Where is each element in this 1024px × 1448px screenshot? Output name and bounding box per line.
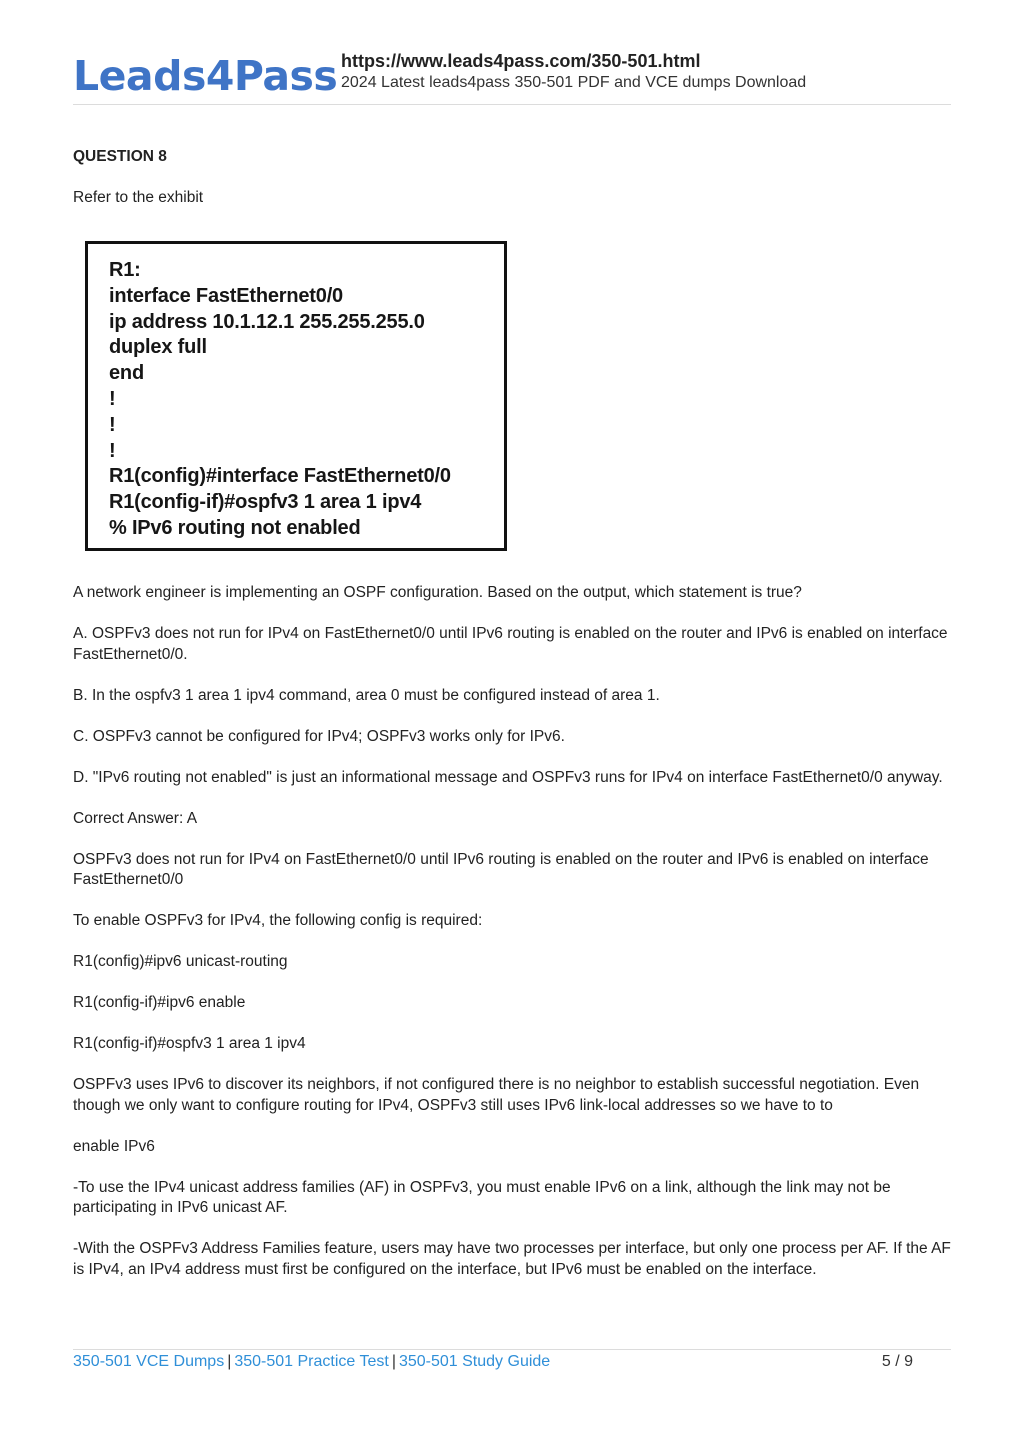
option-d: D. "IPv6 routing not enabled" is just an informational message and OSPFv3 runs for IPv4 on interface FastEthernet0/0 anyway. [73, 768, 943, 786]
page-footer [73, 1352, 913, 1372]
page-header [73, 46, 951, 104]
explanation-paragraph: -To use the IPv4 unicast address families (AF) in OSPFv3, you must enable IPv6 on a link, although the link may not be participating in IPv6 unicast AF. [73, 1178, 891, 1216]
header-url[interactable]: https://www.leads4pass.com/350-501.html [341, 51, 701, 71]
header-divider [73, 104, 951, 105]
explanation-paragraph: To enable OSPFv3 for IPv4, the following config is required: [73, 912, 483, 929]
exhibit-line: ! [109, 439, 116, 462]
header-info [341, 50, 806, 94]
exhibit-image [85, 241, 507, 551]
footer-separator: | [391, 1353, 396, 1370]
explanation-paragraph: -With the OSPFv3 Address Families feature, users may have two processes per interface, but only one process per AF. If the AF is IPv4, an IPv4 address must first be configured on the interface, but IPv6 must be enabled on the interface. [73, 1240, 951, 1278]
option-b: B. In the ospfv3 1 area 1 ipv4 command, area 0 must be configured instead of area 1. [73, 686, 660, 704]
exhibit-line: R1(config-if)#ospfv3 1 area 1 ipv4 [109, 491, 422, 514]
exhibit-line: R1(config)#interface FastEthernet0/0 [109, 465, 451, 488]
exhibit-line: duplex full [109, 336, 207, 359]
footer-link-practice-test[interactable]: 350-501 Practice Test [234, 1353, 389, 1370]
config-command: R1(config-if)#ospfv3 1 area 1 ipv4 [73, 1035, 306, 1052]
exhibit-line: ip address 10.1.12.1 255.255.255.0 [109, 310, 425, 333]
option-c: C. OSPFv3 cannot be configured for IPv4; OSPFv3 works only for IPv6. [73, 727, 565, 745]
option-a: A. OSPFv3 does not run for IPv4 on FastEthernet0/0 until IPv6 routing is enabled on the router and IPv6 is enabled on interface FastEthernet0/0. [73, 625, 948, 663]
footer-separator: | [227, 1353, 232, 1370]
config-command: R1(config-if)#ipv6 enable [73, 994, 246, 1011]
exhibit-line: end [109, 362, 144, 385]
exhibit-line: % IPv6 routing not enabled [109, 516, 361, 539]
question-top [73, 147, 951, 209]
question-title: QUESTION 8 [73, 148, 167, 165]
exhibit-line: ! [109, 413, 116, 436]
explanation-paragraph: OSPFv3 uses IPv6 to discover its neighbors, if not configured there is no neighbor to establish successful negotiation. Even though we only want to configure routing for IPv4, OSPFv3 still uses IPv6 link-local addresses so we have to to [73, 1076, 920, 1114]
question-body [73, 583, 951, 1280]
leads4pass-logo: Leads4Pass [73, 52, 338, 100]
question-stem: A network engineer is implementing an OSPF configuration. Based on the output, which statement is true? [73, 584, 802, 601]
config-command: R1(config)#ipv6 unicast-routing [73, 953, 288, 970]
explanation-paragraph: OSPFv3 does not run for IPv4 on FastEthernet0/0 until IPv6 routing is enabled on the router and IPv6 is enabled on interface FastEthernet0/0 [73, 850, 929, 888]
footer-link-vce-dumps[interactable]: 350-501 VCE Dumps [73, 1353, 225, 1370]
explanation-paragraph: enable IPv6 [73, 1137, 155, 1155]
footer-divider [73, 1349, 951, 1350]
footer-link-study-guide[interactable]: 350-501 Study Guide [398, 1353, 551, 1370]
header-subtitle: 2024 Latest leads4pass 350-501 PDF and VCE dumps Download [341, 74, 807, 91]
page-number: 5 / 9 [881, 1353, 913, 1370]
exhibit-line: R1: [109, 259, 141, 281]
question-intro: Refer to the exhibit [73, 189, 204, 206]
exhibit-config [109, 258, 451, 542]
correct-answer: Correct Answer: A [73, 809, 198, 827]
exhibit-line: interface FastEthernet0/0 [109, 284, 343, 307]
exhibit-line: ! [109, 387, 116, 410]
